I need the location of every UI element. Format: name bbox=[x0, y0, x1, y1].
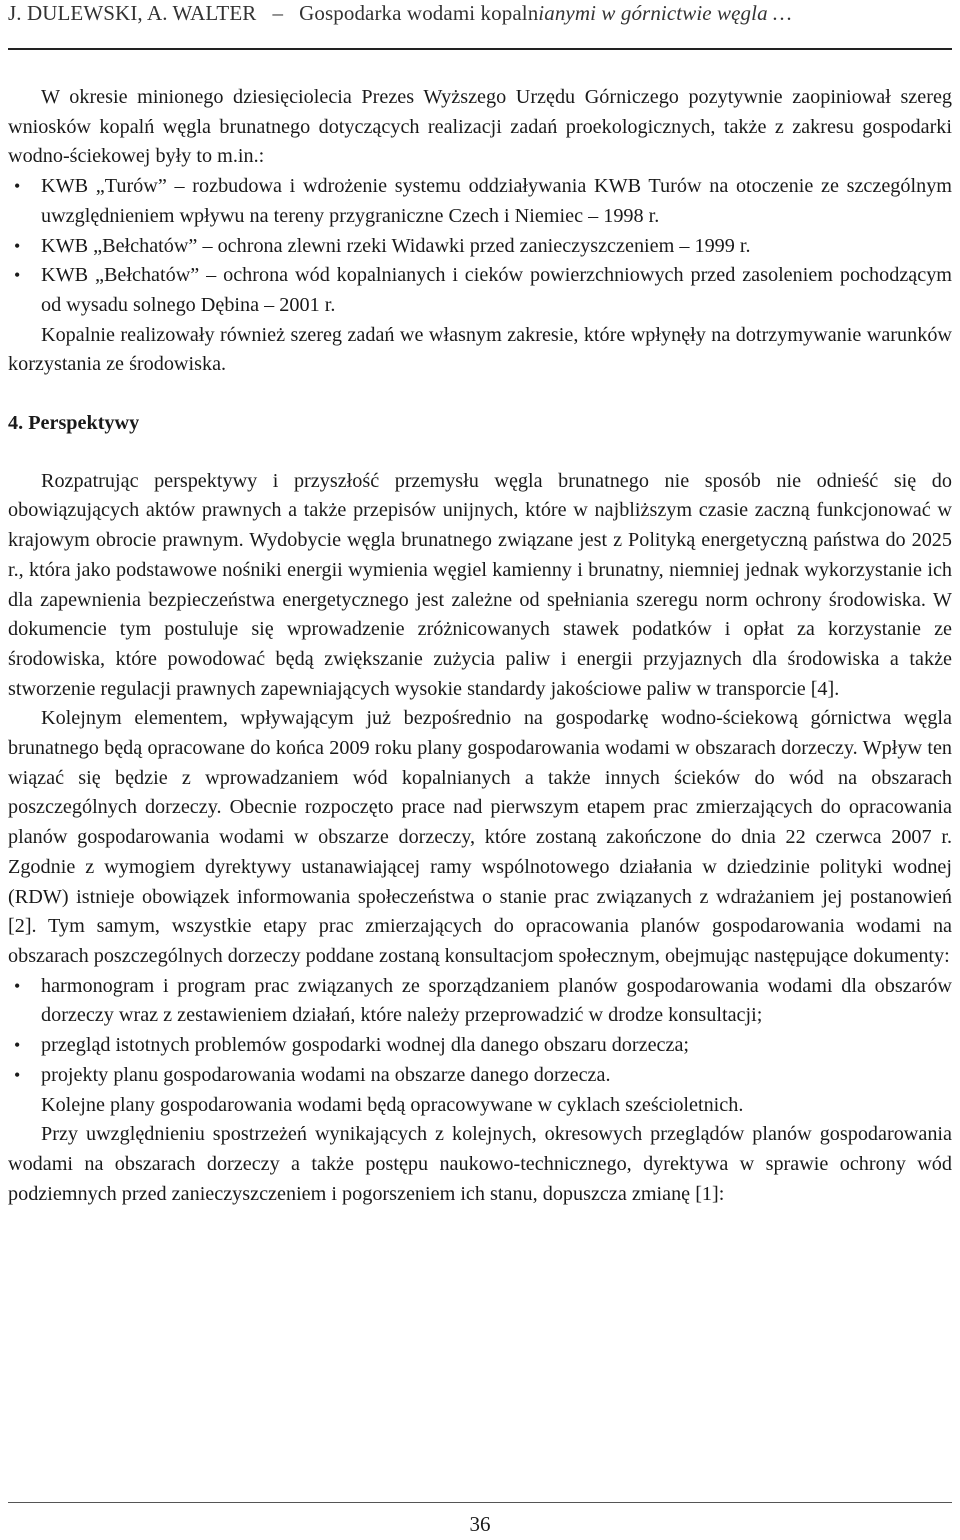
list-item bbox=[8, 1061, 952, 1091]
list-item-text: przegląd istotnych problemów gospodarki wodnej dla danego obszaru dorzecza; bbox=[41, 1034, 690, 1057]
bullet-list-2 bbox=[8, 972, 952, 1091]
list-item-text: harmonogram i program prac związanych ze sporządzaniem planów gospodarowania wodami dla obszarów dorzeczy wraz z zestawieniem działań, które należy przeprowadzić w drodze konsultacji; bbox=[41, 974, 952, 1027]
perspectives-paragraph-3: Kolejne plany gospodarowania wodami będą opracowywane w cyklach sześcioletnich. bbox=[41, 1093, 744, 1116]
header-authors: J. DULEWSKI, A. WALTER bbox=[8, 1, 257, 25]
after-list-paragraph: Kopalnie realizowały również szereg zadań we własnym zakresie, które wpłynęły na dotrzymywanie warunków korzystania ze środowiska. bbox=[8, 323, 952, 376]
list-item-text: projekty planu gospodarowania wodami na obszarze danego dorzecza. bbox=[41, 1063, 611, 1086]
intro-paragraph: W okresie minionego dziesięciolecia Prezes Wyższego Urzędu Górniczego pozytywnie zaopiniował szereg wniosków kopalń węgla brunatnego dotyczących realizacji zadań proekologicznych, także z zakresu gospodarki wodno-ściekowej były to m.in.: bbox=[8, 86, 952, 168]
bullet-icon: • bbox=[14, 265, 21, 286]
header-title-plain: Gospodarka wodami kopaln bbox=[299, 1, 539, 25]
list-item bbox=[8, 172, 952, 231]
list-item-text: KWB „Bełchatów” – ochrona wód kopalnianych i cieków powierzchniowych przed zasoleniem pochodzącym od wysadu solnego Dębina – 2001 r. bbox=[41, 264, 952, 316]
page-number: 36 bbox=[469, 1512, 491, 1536]
perspectives-paragraph-2: Kolejnym elementem, wpływającym już bezpośrednio na gospodarkę wodno-ściekową górnictwa węgla brunatnego będą opracowane do końca 2009 roku plany gospodarowania wodami w obszarach dorzeczy. Wpływ ten wiązać się będzie z wprowadzaniem wód kopalnianych a także innych ścieków do wód na obszarach poszczególnych dorzeczy. Obecnie rozpoczęto prace nad pierwszym etapem prac zmierzających do opracowania planów gospodarowania wodami w obszarze dorzeczy, które zostaną zakończone do dnia 22 czerwca 2007 r. Zgodnie z wymogiem dyrektywy ustanawiającej ramy wspólnotowego działania w dziedzinie polityki wodnej (RDW) istnieje obowiązek informowania społeczeństwa o stanie prac związanych z wdrażaniem jej postanowień [2]. Tym samym, wszystkie etapy prac zmierzających do opracowania planów gospodarowania wodami na obszarach poszczególnych dorzeczy poddane zostaną konsultacjom społecznym, obejmując następujące dokumenty: bbox=[8, 707, 952, 967]
list-item bbox=[8, 972, 952, 1031]
spacer bbox=[8, 380, 952, 409]
spacer bbox=[8, 439, 952, 467]
list-item bbox=[8, 1031, 952, 1061]
perspectives-paragraph-4: Przy uwzględnieniu spostrzeżeń wynikających z kolejnych, okresowych przeglądów planów gospodarowania wodami na obszarach dorzeczy a także postępu naukowo-technicznego, dyrektywa w sprawie ochrony wód podziemnych przed zanieczyszczeniem i pogorszeniem ich stanu, dopuszcza zmianę [1]: bbox=[8, 1123, 952, 1205]
header-title-italic: ianymi w górnictwie węgla … bbox=[538, 1, 792, 25]
bullet-icon: • bbox=[14, 1064, 21, 1085]
bullet-icon: • bbox=[14, 235, 21, 256]
list-item bbox=[8, 261, 952, 320]
bullet-icon: • bbox=[14, 176, 21, 197]
bullet-list-1 bbox=[8, 172, 952, 321]
list-item-text: KWB „Turów” – rozbudowa i wdrożenie systemu oddziaływania KWB Turów na otoczenie ze szczególnym uwzględnieniem wpływu na tereny przygraniczne Czech i Niemiec – 1998 r. bbox=[41, 175, 952, 227]
list-item bbox=[8, 232, 952, 262]
section-heading: 4. Perspektywy bbox=[8, 412, 140, 435]
header-divider bbox=[8, 48, 952, 50]
bullet-icon: • bbox=[14, 975, 21, 996]
perspectives-paragraph-1: Rozpatrując perspektywy i przyszłość przemysłu węgla brunatnego nie sposób nie odnieść się do obowiązujących aktów prawnych a także przepisów unijnych, które w najbliższym czasie zaczną funkcjonować w krajowym obrocie prawnym. Wydobycie węgla brunatnego związane jest z Polityką energetyczną państwa do 2025 r., która jako podstawowe nośniki energii wymienia węgiel kamienny i brunatny, niemniej jednak wykorzystanie ich dla zapewnienia bezpieczeństwa energetycznego jest zależne od spełniania szeregu norm ochrony środowiska. W dokumencie tym postuluje się wprowadzenie zróżnicowanych stawek podatków i opłat za korzystanie ze środowiska, które powodować będą zwiększanie zużycia paliw i energii przyjaznych dla środowiska a także stworzenie regulacji prawnych zapewniających wysokie standardy jakościowe paliw w transporcie [4]. bbox=[8, 469, 952, 700]
running-header bbox=[8, 1, 952, 26]
list-item-text: KWB „Bełchatów” – ochrona zlewni rzeki Widawki przed zanieczyszczeniem – 1999 r. bbox=[41, 234, 751, 257]
bullet-icon: • bbox=[14, 1035, 21, 1056]
main-content bbox=[8, 83, 952, 1209]
header-dash: – bbox=[272, 1, 284, 25]
footer-divider bbox=[8, 1502, 952, 1503]
